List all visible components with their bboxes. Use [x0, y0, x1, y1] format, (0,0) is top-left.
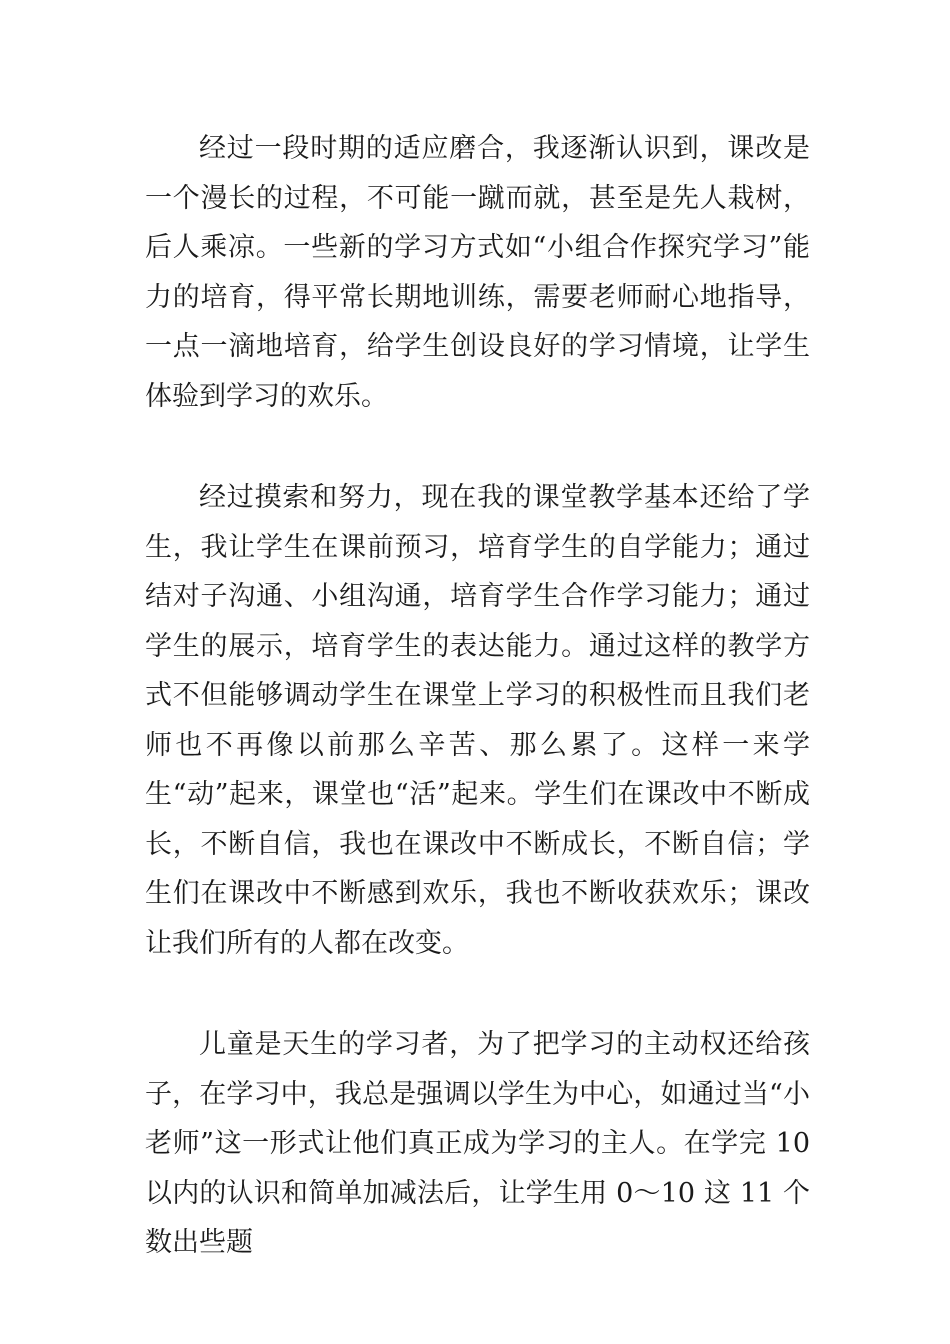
paragraph-2: 经过摸索和努力，现在我的课堂教学基本还给了学生，我让学生在课前预习，培育学生的自学能力；通过结对子沟通、小组沟通，培育学生合作学习能力；通过学生的展示，培育学生的表达能力。通过这样的教学方式不但能够调动学生在课堂上学习的积极性而且我们老师也不再像以前那么辛苦、那么累了。这样一来学生“动”起来，课堂也“活”起来。学生们在课改中不断成长，不断自信，我也在课改中不断成长，不断自信；学生们在课改中不断感到欢乐，我也不断收获欢乐；课改让我们所有的人都在改变。	[145, 482, 810, 959]
paragraph-3: 儿童是天生的学习者，为了把学习的主动权还给孩子，在学习中，我总是强调以学生为中心，如通过当“小老师”这一形式让他们真正成为学习的主人。在学完 10 以内的认识和简单加减法后，让学生用 0～10 这 11 个数出些题	[145, 1029, 810, 1258]
paragraph-1: 经过一段时期的适应磨合，我逐渐认识到，课改是一个漫长的过程，不可能一蹴而就，甚至是先人栽树，后人乘凉。一些新的学习方式如“小组合作探究学习”能力的培育，得平常长期地训练，需要老师耐心地指导，一点一滴地培育，给学生创设良好的学习情境，让学生体验到学习的欢乐。	[145, 133, 810, 412]
document-body	[145, 124, 810, 1268]
